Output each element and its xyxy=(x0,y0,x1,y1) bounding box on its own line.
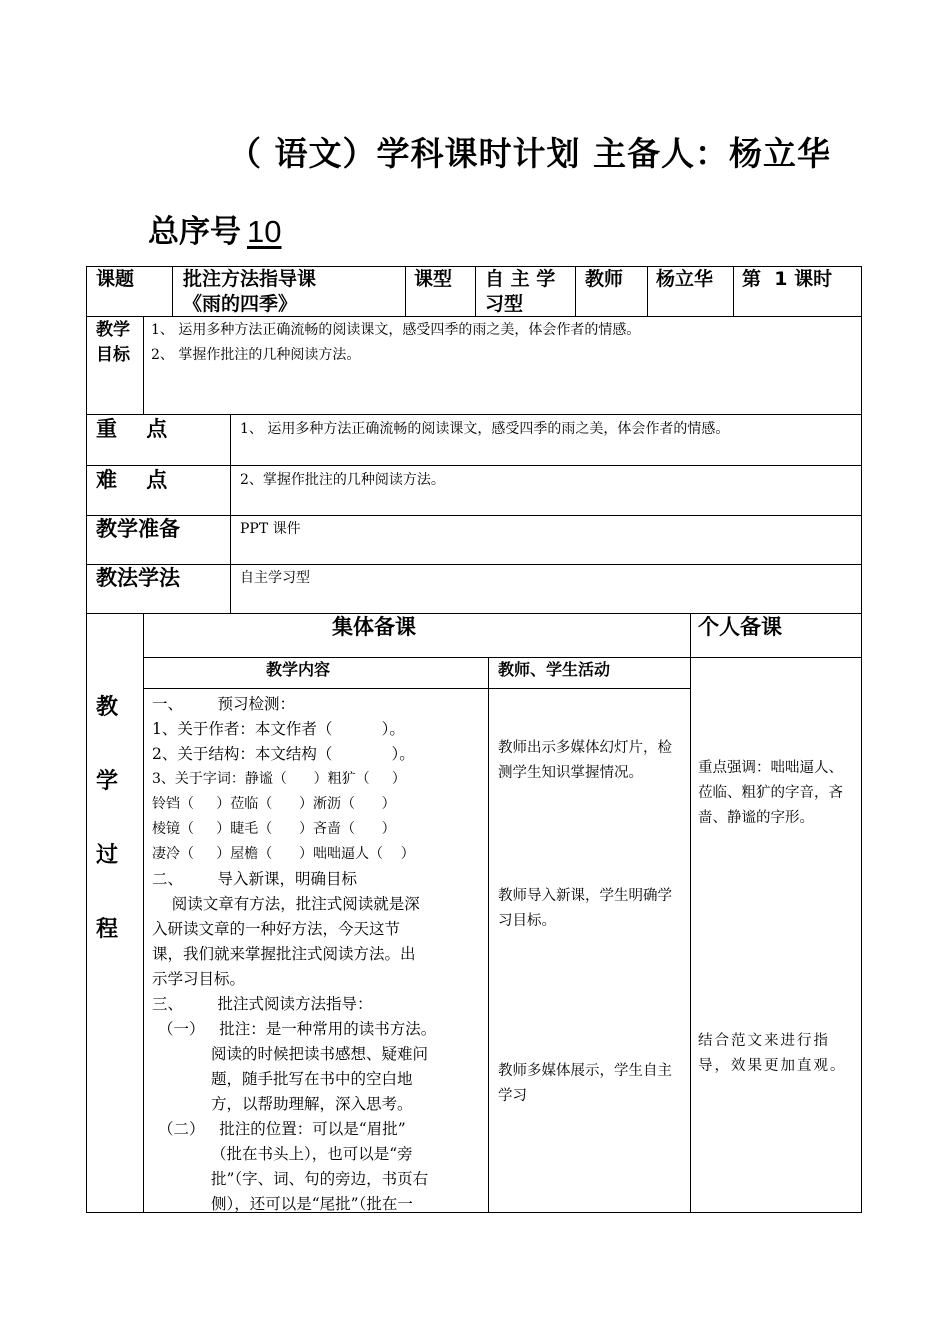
content-line: 1、关于作者：本文作者（ ）。 xyxy=(152,720,405,738)
col-divider xyxy=(575,266,576,316)
activity-text: 教师出示多媒体幻灯片，检测学生知识掌握情况。 xyxy=(498,740,672,781)
page-title: （ 语文）学科课时计划 主备人：杨立华 xyxy=(228,134,831,173)
goals-label-line2: 目标 xyxy=(96,345,130,365)
content-line: 题，随手批写在书中的空白地 xyxy=(211,1070,413,1088)
process-label-char: 教 xyxy=(96,695,119,720)
content-line: 凄冷（ ）屋檐（ ）咄咄逼人（ ） xyxy=(152,846,415,862)
serial-label: 总序号 xyxy=(148,214,241,250)
personal-note: 重点强调：咄咄逼人、莅临、粗犷的字音，吝啬、静谧的字形。 xyxy=(698,760,843,826)
col-divider xyxy=(172,266,173,316)
content-line: 2、关于结构：本文结构（ ）。 xyxy=(152,745,415,763)
activity-header: 教师、学生活动 xyxy=(498,660,611,679)
content-line: 入研读文章的一种好方法，今天这节 xyxy=(152,920,401,938)
content-line: 三、 批注式阅读方法指导： xyxy=(152,995,373,1013)
goal-item: 1、 运用多种方法正确流畅的阅读课文，感受四季的雨之美，体会作者的情感。 xyxy=(151,322,641,338)
teacher-label: 教师 xyxy=(585,268,624,290)
content-line: 批”（字、词、句的旁边，书页右 xyxy=(211,1170,429,1188)
type-label: 课型 xyxy=(414,268,453,290)
difficulty-text: 2、掌握作批注的几种阅读方法。 xyxy=(240,472,445,488)
process-label-char: 学 xyxy=(96,769,119,794)
row-divider xyxy=(144,688,690,689)
content-line: 铃铛（ ）莅临（ ）淅沥（ ） xyxy=(152,796,396,812)
lesson-number: 第 1 课时 xyxy=(742,268,833,290)
content-line: （二） 批注的位置：可以是“眉批” xyxy=(158,1120,406,1138)
content-line: 示学习目标。 xyxy=(152,970,246,988)
method-text: 自主学习型 xyxy=(240,570,310,586)
col-divider xyxy=(475,266,476,316)
content-line: （批在书头上），也可以是“旁 xyxy=(211,1145,413,1163)
content-line: 棱镜（ ）睫毛（ ）吝啬（ ） xyxy=(152,821,396,837)
row-divider xyxy=(144,657,862,658)
content-line: （一） 批注：是一种常用的读书方法。 xyxy=(158,1020,437,1038)
personal-note: 结合范文来进行指导，效果更加直观。 xyxy=(698,1033,847,1074)
row-divider xyxy=(86,465,862,466)
personal-title: 个人备课 xyxy=(698,615,782,639)
key-point-text: 1、 运用多种方法正确流畅的阅读课文，感受四季的雨之美，体会作者的情感。 xyxy=(240,421,730,437)
content-header: 教学内容 xyxy=(266,660,331,679)
content-line: 方，以帮助理解，深入思考。 xyxy=(211,1095,413,1113)
col-divider xyxy=(405,266,406,316)
col-divider xyxy=(647,266,648,316)
type-line1: 自 主 学 xyxy=(485,268,556,290)
difficulty-label: 难 点 xyxy=(96,468,168,492)
content-line: 阅读文章有方法，批注式阅读就是深 xyxy=(152,895,420,913)
topic-line1: 批注方法指导课 xyxy=(183,268,317,290)
row-divider xyxy=(86,564,862,565)
goals-label-line1: 教学 xyxy=(96,320,130,340)
type-line2: 习型 xyxy=(485,293,524,315)
content-line: 课，我们就来掌握批注式阅读方法。出 xyxy=(152,945,416,963)
col-divider xyxy=(230,414,231,613)
topic-line2: 《雨的四季》 xyxy=(183,293,298,315)
collective-title: 集体备课 xyxy=(332,615,416,639)
row-divider xyxy=(86,515,862,516)
col-divider xyxy=(143,613,144,1213)
serial-number-line xyxy=(148,206,289,251)
preparation-text: PPT 课件 xyxy=(240,521,301,537)
content-line: 二、 导入新课，明确目标 xyxy=(152,870,357,888)
col-divider xyxy=(733,266,734,316)
goal-item: 2、 掌握作批注的几种阅读方法。 xyxy=(151,347,361,363)
process-label-char: 过 xyxy=(96,843,119,868)
col-divider xyxy=(488,657,489,1213)
activity-text: 教师多媒体展示，学生自主学习 xyxy=(498,1063,672,1104)
process-label-char: 程 xyxy=(96,917,119,942)
activity-text: 教师导入新课，学生明确学习目标。 xyxy=(498,888,672,929)
method-label: 教法学法 xyxy=(96,566,180,590)
teacher-name: 杨立华 xyxy=(656,268,714,290)
row-divider xyxy=(86,414,862,415)
serial-number: 10 xyxy=(247,214,282,249)
content-line: 阅读的时候把读书感想、疑难问 xyxy=(211,1045,429,1063)
col-divider xyxy=(690,613,691,1213)
key-point-label: 重 点 xyxy=(96,417,168,441)
topic-label: 课题 xyxy=(96,268,135,290)
content-line: 侧），还可以是“尾批”（批在一 xyxy=(211,1195,413,1213)
col-divider xyxy=(143,316,144,414)
content-line: 3、关于字词：静谧（ ）粗犷（ ） xyxy=(152,771,406,787)
preparation-label: 教学准备 xyxy=(96,517,180,541)
content-line: 一、 预习检测： xyxy=(152,695,295,713)
